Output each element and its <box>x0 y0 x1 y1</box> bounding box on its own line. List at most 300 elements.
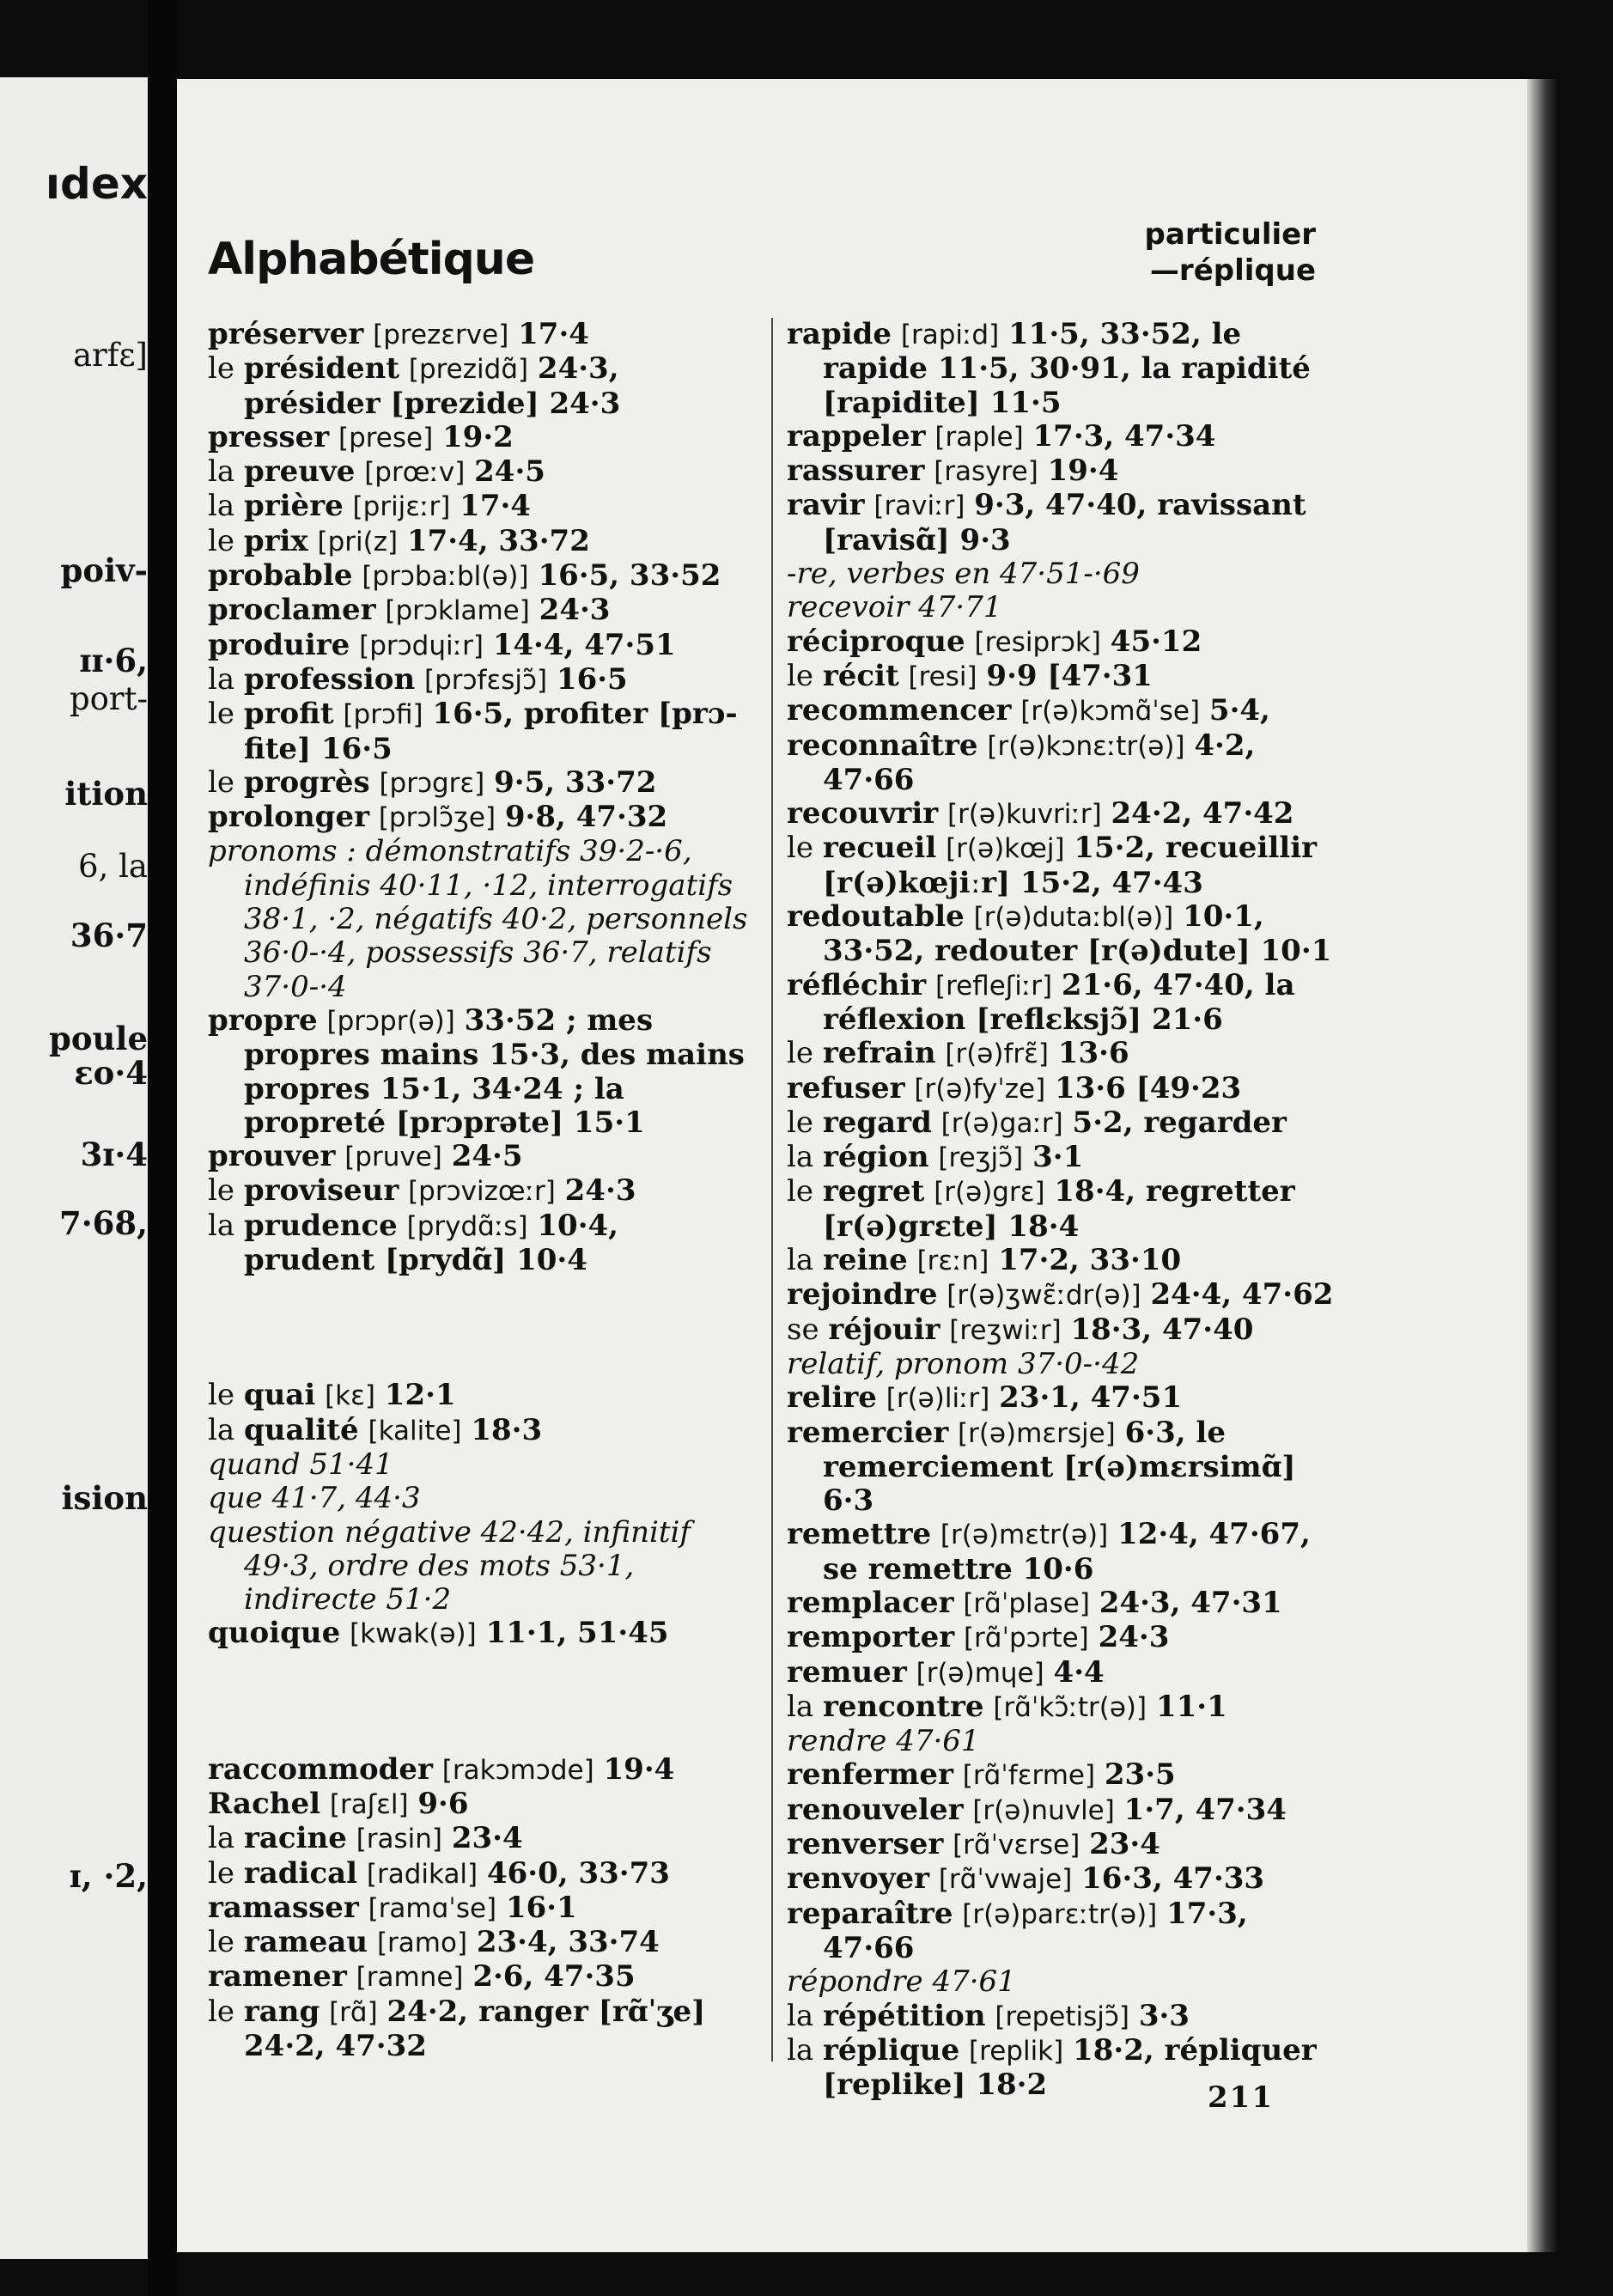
headword: président <box>243 351 400 387</box>
phonetic-transcription: [rɑ̃ˈfɛrme] <box>962 1760 1096 1792</box>
headword: rappeler <box>787 418 926 454</box>
index-entry <box>208 1822 758 1856</box>
article: le <box>787 1105 823 1140</box>
phonetic-transcription: [rɑ̃] <box>329 1996 378 2028</box>
headword: réjouir <box>828 1312 940 1347</box>
index-entry <box>787 797 1336 831</box>
phonetic-transcription: [prɔpr(ə)] <box>326 1005 455 1037</box>
phonetic-transcription: [rasyre] <box>934 456 1038 488</box>
headword: proviseur <box>243 1173 399 1209</box>
phonetic-transcription: [r(ə)ʒwɛ̃ːdr(ə)] <box>946 1280 1141 1312</box>
headword: recueil <box>822 831 937 866</box>
index-entry <box>208 766 758 801</box>
phonetic-transcription: [r(ə)dutaːbl(ə)] <box>973 902 1174 934</box>
section-references: 17·3, 47·34 <box>1032 418 1216 454</box>
section-references: 33·52 ; mes propres mains 15·3, des mains propres 15·1, 34·24 ; la propreté [prɔprəte] 15·1 <box>244 1002 745 1140</box>
section-references: 11·1, 51·45 <box>485 1616 669 1651</box>
headword: recouvrir <box>787 796 939 831</box>
index-entry <box>208 1174 758 1209</box>
phonetic-transcription: [r(ə)kœj] <box>946 833 1065 865</box>
headword: qualité <box>243 1412 359 1447</box>
phonetic-transcription: [ramo] <box>376 1928 468 1959</box>
phonetic-transcription: [prɔfi] <box>343 699 423 731</box>
headword: remuer <box>787 1654 907 1690</box>
phonetic-transcription: [kalite] <box>368 1415 462 1446</box>
article: le <box>208 697 244 732</box>
phonetic-transcription: [ramɑˈse] <box>368 1892 497 1924</box>
facing-page-fragment: ɪɪ·6, <box>79 642 148 679</box>
phonetic-transcription: [raʃɛl] <box>329 1788 409 1820</box>
article: la <box>787 1998 823 2033</box>
section-references: 15·2, recueillir [r(ə)kœjiːr] 15·2, 47·43 <box>823 831 1318 900</box>
facing-page-fragment: poule <box>48 1020 148 1057</box>
index-entry <box>787 694 1336 728</box>
phonetic-transcription: [rapiːd] <box>900 320 1000 350</box>
article: la <box>787 2032 823 2068</box>
section-references: 6·3, le remerciement [r(ə)mɛrsimɑ̃] 6·3 <box>823 1415 1296 1519</box>
index-entry <box>787 1758 1336 1793</box>
phonetic-transcription: [r(ə)kɔmɑ̃ˈse] <box>1020 696 1201 728</box>
article: le <box>787 658 823 693</box>
section-references: 4·2, 47·66 <box>823 728 1256 797</box>
article: le <box>208 1173 244 1209</box>
section-references: 12·4, 47·67, se remettre 10·6 <box>823 1517 1311 1586</box>
headword: radical <box>243 1855 358 1891</box>
headword: rencontre <box>822 1689 984 1724</box>
index-entry <box>787 1725 1336 1758</box>
phonetic-transcription: [prœːv] <box>364 457 466 489</box>
index-entry <box>787 1828 1336 1862</box>
headword: prix <box>243 523 308 558</box>
facing-page-fragment: arfɛ] <box>72 337 148 374</box>
section-references: 9·6 <box>417 1786 469 1821</box>
index-entry <box>208 1926 758 1960</box>
section-references: 5·4, <box>1208 693 1270 728</box>
phonetic-transcription: [ramne] <box>356 1962 464 1994</box>
phonetic-transcription: [prɔvizœːr] <box>408 1176 556 1208</box>
index-entry <box>208 629 758 663</box>
headword: prouver <box>208 1139 336 1174</box>
article: le <box>208 523 244 558</box>
phonetic-transcription: [r(ə)parɛːtr(ə)] <box>962 1898 1158 1930</box>
index-entry <box>208 1995 758 2064</box>
index-entry <box>787 1586 1336 1621</box>
section-references: 21·6, 47·40, la réflexion [reflɛksjɔ̃] 21·6 <box>823 967 1295 1037</box>
index-entry <box>787 489 1336 557</box>
facing-page-fragment: port- <box>69 680 148 717</box>
section-references: 17·3, 47·66 <box>823 1896 1248 1965</box>
headword: renouveler <box>787 1792 964 1827</box>
entry-text: rendre 47·61 <box>787 1724 980 1759</box>
headword: raccommoder <box>208 1751 433 1787</box>
article: le <box>208 1925 244 1960</box>
phonetic-transcription: [prɔfɛsjɔ̃] <box>423 664 548 696</box>
phonetic-transcription: [prɔlɔ̃ʒe] <box>378 802 496 834</box>
index-entry <box>787 557 1336 591</box>
headword: rapide <box>787 317 892 351</box>
article: le <box>787 1174 823 1209</box>
index-entry <box>787 1348 1336 1381</box>
index-entry <box>787 625 1336 660</box>
section-references: 13·6 <box>1057 1036 1129 1071</box>
phonetic-transcription: [resi] <box>908 661 977 692</box>
section-references: 3·3 <box>1138 1998 1190 2033</box>
section-references: 17·4, 33·72 <box>406 523 590 558</box>
headword: rejoindre <box>787 1277 938 1312</box>
facing-page-fragment: ɛo·4 <box>74 1054 148 1092</box>
article: la <box>208 661 244 697</box>
facing-page-fragment: ıdex <box>45 163 148 204</box>
phonetic-transcription: [r(ə)liːr] <box>886 1383 990 1415</box>
index-entry <box>787 1794 1336 1828</box>
running-head-right-line1: particulier <box>1144 217 1316 252</box>
phonetic-transcription: [rɑ̃ˈvwaje] <box>938 1864 1073 1896</box>
facing-page-fragment: 7·68, <box>59 1204 148 1242</box>
headword: réciproque <box>787 624 965 659</box>
index-entry <box>787 1897 1336 1966</box>
phonetic-transcription: [resiprɔk] <box>974 626 1101 658</box>
phonetic-transcription: [rɑ̃ˈkɔ̃ːtr(ə)] <box>993 1691 1147 1723</box>
index-entry <box>787 1141 1336 1175</box>
index-entry <box>787 1416 1336 1519</box>
article: la <box>208 1208 244 1243</box>
headword: renfermer <box>787 1757 953 1793</box>
index-entry <box>208 1787 758 1822</box>
section-references: 24·5 <box>451 1139 523 1174</box>
index-entry <box>208 835 758 1003</box>
section-references: 16·5 <box>556 661 628 697</box>
section-references: 24·2, 47·42 <box>1111 796 1294 831</box>
index-entry <box>208 1379 758 1413</box>
phonetic-transcription: [reʒwiːr] <box>949 1314 1062 1346</box>
headword: ravir <box>787 488 865 523</box>
section-references: 16·5, profiter [prɔ-fite] 16·5 <box>244 697 738 766</box>
section-references: 24·3 <box>564 1173 636 1209</box>
headword: profit <box>243 697 334 732</box>
section-references: 23·4, 33·74 <box>476 1925 660 1960</box>
phonetic-transcription: [prɔgrɛ] <box>379 767 485 799</box>
headword: rassurer <box>787 454 925 489</box>
section-references: 19·4 <box>603 1751 675 1787</box>
page-number: 211 <box>1208 2080 1274 2115</box>
index-page <box>177 79 1548 2252</box>
headword: refrain <box>822 1036 936 1071</box>
headword: profession <box>243 661 416 697</box>
section-references: 18·3, 47·40 <box>1070 1312 1254 1347</box>
headword: région <box>822 1140 929 1175</box>
phonetic-transcription: [rɑ̃ˈpɔrte] <box>963 1623 1089 1654</box>
section-references: 17·4 <box>518 317 589 351</box>
section-references: 11·5, 33·52, le rapide 11·5, 30·91, la rapidité [rapidite] 11·5 <box>823 317 1311 420</box>
index-entry <box>787 2000 1336 2034</box>
entry-text: recevoir 47·71 <box>787 590 1002 625</box>
facing-page-fragment: ition <box>64 775 148 813</box>
index-entry <box>787 1621 1336 1655</box>
section-references: 16·1 <box>505 1890 577 1925</box>
section-references: 23·4 <box>1089 1827 1160 1862</box>
index-entry <box>208 1482 758 1515</box>
section-references: 24·4, 47·62 <box>1150 1277 1334 1312</box>
entry-text: question négative 42·42, infinitif 49·3, ordre des mots 53·1, indirecte 51·2 <box>208 1514 691 1617</box>
facing-page-fragment: 6, la <box>78 848 148 885</box>
index-entry <box>208 525 758 559</box>
headword: renverser <box>787 1827 944 1862</box>
section-references: 16·5, 33·52 <box>538 558 721 594</box>
article: le <box>208 1378 244 1413</box>
phonetic-transcription: [kwak(ə)] <box>350 1618 477 1650</box>
index-entry <box>787 969 1336 1038</box>
page-edge-shadow <box>1527 79 1558 2252</box>
phonetic-transcription: [prese] <box>338 422 434 454</box>
headword: renvoyer <box>787 1861 929 1897</box>
phonetic-transcription: [raple] <box>934 421 1024 453</box>
index-entry <box>208 1004 758 1140</box>
index-entry <box>787 1175 1336 1244</box>
section-references: 23·1, 47·51 <box>999 1380 1183 1416</box>
phonetic-transcription: [r(ə)grɛ] <box>934 1177 1045 1209</box>
headword: Rachel <box>208 1786 321 1821</box>
headword: prudence <box>243 1208 398 1243</box>
section-references: 2·6, 47·35 <box>472 1959 636 1995</box>
article: le <box>208 351 244 387</box>
headword: remporter <box>787 1620 955 1655</box>
section-references: 10·1, 33·52, redouter [r(ə)dute] 10·1 <box>823 899 1332 969</box>
phonetic-transcription: [r(ə)gaːr] <box>940 1107 1063 1139</box>
entry-text: pronoms : démonstratifs 39·2-·6, indéfinis 40·11, ·12, interrogatifs 38·1, ·2, négatifs 40·2, personnels 36·0-·4, possessifs 36·7, relatifs 37·0-·4 <box>208 834 748 1004</box>
index-entry <box>208 1753 758 1787</box>
section-references: 5·2, regarder <box>1072 1105 1287 1140</box>
index-entry <box>787 1381 1336 1416</box>
phonetic-transcription: [pri(z] <box>317 526 399 557</box>
index-entry <box>208 455 758 490</box>
headword: preuve <box>243 454 356 490</box>
facing-page-fragment: 3ɪ·4 <box>80 1136 148 1173</box>
index-entry <box>208 663 758 697</box>
facing-page-fragment: ɪ, ·2, <box>69 1857 148 1895</box>
entry-text: que 41·7, 44·3 <box>208 1481 421 1516</box>
index-column-left <box>208 318 758 2063</box>
phonetic-transcription: [prijɛːr] <box>352 491 451 523</box>
headword: ramener <box>208 1959 347 1995</box>
index-entry <box>787 1313 1336 1348</box>
section-references: 45·12 <box>1110 624 1202 659</box>
headword: racine <box>243 1821 347 1856</box>
facing-page-fragment: ision <box>61 1479 148 1517</box>
section-references: 1·7, 47·34 <box>1123 1792 1287 1827</box>
index-entry <box>787 591 1336 624</box>
headword: rameau <box>243 1925 368 1960</box>
section-gap <box>208 1277 758 1379</box>
phonetic-transcription: [r(ə)mɥe] <box>916 1657 1044 1689</box>
phonetic-transcription: [repetisjɔ̃] <box>995 2001 1129 2032</box>
phonetic-transcription: [radikal] <box>366 1858 478 1890</box>
phonetic-transcription: [refleʃiːr] <box>934 970 1053 1002</box>
headword: regard <box>822 1105 932 1140</box>
section-references: 19·2 <box>442 419 514 454</box>
facing-page-fragment: 36·7 <box>70 917 148 954</box>
article: la <box>208 1412 244 1447</box>
section-references: 24·3 <box>539 593 611 628</box>
phonetic-transcription: [prydɑ̃ːs] <box>406 1210 528 1242</box>
section-references: 3·1 <box>1032 1140 1084 1175</box>
article: le <box>208 764 244 800</box>
article: la <box>208 1821 244 1856</box>
index-entry <box>208 1414 758 1448</box>
phonetic-transcription: [prɔklame] <box>385 595 530 627</box>
article: la <box>787 1689 823 1724</box>
phonetic-transcription: [prezɛrve] <box>373 320 509 350</box>
article: la <box>208 489 244 524</box>
section-references: 9·5, 33·72 <box>494 764 657 800</box>
section-gap <box>208 1652 758 1753</box>
section-references: 12·1 <box>384 1378 456 1413</box>
index-entry <box>787 729 1336 798</box>
headword: préserver <box>208 317 364 351</box>
section-references: 13·6 [49·23 <box>1054 1070 1242 1105</box>
section-references: 11·1 <box>1155 1689 1227 1724</box>
headword: progrès <box>243 764 370 800</box>
section-references: 24·3, présider [prezide] 24·3 <box>244 351 621 421</box>
index-entry <box>208 1857 758 1891</box>
entry-text: -re, verbes en 47·51-·69 <box>787 557 1140 592</box>
headword: quoique <box>208 1616 341 1651</box>
headword: refuser <box>787 1070 905 1105</box>
index-entry <box>787 1072 1336 1106</box>
section-references: 16·3, 47·33 <box>1081 1861 1265 1897</box>
headword: proclamer <box>208 593 376 628</box>
article: la <box>787 1140 823 1175</box>
headword: ramasser <box>208 1890 359 1925</box>
index-entry <box>208 490 758 524</box>
phonetic-transcription: [rɑ̃ˈvɛrse] <box>953 1830 1080 1861</box>
article: la <box>208 454 244 490</box>
headword: presser <box>208 419 330 454</box>
article: se <box>787 1312 829 1347</box>
phonetic-transcription: [prɔbaːbl(ə)] <box>362 561 529 593</box>
headword: propre <box>208 1002 318 1038</box>
index-entry <box>787 420 1336 454</box>
headword: prolonger <box>208 800 369 835</box>
phonetic-transcription: [r(ə)mɛtr(ə)] <box>940 1520 1109 1551</box>
index-entry <box>208 1617 758 1651</box>
headword: répétition <box>822 1998 986 2033</box>
index-entry <box>787 900 1336 969</box>
index-entry <box>208 594 758 628</box>
facing-page-fragment: poiv- <box>60 551 148 589</box>
phonetic-transcription: [kɛ] <box>325 1380 375 1412</box>
entry-text: quand 51·41 <box>208 1446 393 1482</box>
article: le <box>208 1994 244 2029</box>
phonetic-transcription: [r(ə)mɛrsje] <box>958 1417 1116 1449</box>
running-head-right-line2: —réplique <box>1149 253 1316 288</box>
facing-page-edge <box>0 77 148 2259</box>
section-references: 23·5 <box>1104 1757 1176 1793</box>
headword: récit <box>822 658 899 693</box>
index-entry <box>208 1891 758 1926</box>
phonetic-transcription: [prɔdɥiːr] <box>359 630 484 661</box>
headword: rang <box>243 1994 320 2029</box>
section-references: 18·3 <box>471 1412 543 1447</box>
running-head-right <box>1145 216 1316 289</box>
index-entry <box>208 1209 758 1278</box>
binding-gutter <box>148 0 177 2296</box>
section-references: 46·0, 33·73 <box>486 1855 670 1891</box>
phonetic-transcription: [rasin] <box>356 1824 443 1855</box>
index-entry <box>787 1518 1336 1586</box>
headword: réplique <box>822 2032 960 2068</box>
section-references: 19·4 <box>1047 454 1119 489</box>
headword: relire <box>787 1380 877 1416</box>
headword: redoutable <box>787 899 965 935</box>
section-references: 23·4 <box>451 1821 523 1856</box>
index-entry <box>787 1244 1336 1278</box>
phonetic-transcription: [r(ə)frɛ̃] <box>945 1038 1049 1070</box>
index-entry <box>208 801 758 835</box>
headword: reine <box>822 1243 908 1278</box>
index-entry <box>787 1690 1336 1725</box>
section-references: 18·4, regretter [r(ə)grɛte] 18·4 <box>823 1174 1295 1244</box>
section-references: 24·2, ranger [rɑ̃ˈʒe] 24·2, 47·32 <box>244 1994 706 2064</box>
index-entry <box>787 454 1336 489</box>
section-references: 24·5 <box>474 454 545 490</box>
section-references: 24·3 <box>1098 1620 1170 1655</box>
index-entry <box>208 318 758 352</box>
headword: remettre <box>787 1517 932 1552</box>
index-entry <box>787 1037 1336 1071</box>
headword: reconnaître <box>787 728 978 763</box>
phonetic-transcription: [prezidɑ̃] <box>408 354 529 386</box>
headword: reparaître <box>787 1896 953 1931</box>
section-references: 14·4, 47·51 <box>492 627 676 662</box>
phonetic-transcription: [replik] <box>969 2035 1064 2067</box>
headword: probable <box>208 558 353 594</box>
index-entry <box>208 1448 758 1482</box>
phonetic-transcription: [r(ə)nuvle] <box>972 1794 1115 1826</box>
phonetic-transcription: [r(ə)fyˈze] <box>914 1073 1046 1105</box>
article: le <box>787 1036 823 1071</box>
headword: remercier <box>787 1415 949 1450</box>
running-head-left: Alphabétique <box>208 234 535 285</box>
index-entry <box>787 831 1336 900</box>
index-entry <box>208 421 758 455</box>
headword: prière <box>243 489 344 524</box>
headword: réfléchir <box>787 967 927 1002</box>
index-entry <box>208 697 758 766</box>
index-entry <box>208 1516 758 1617</box>
section-references: 9·8, 47·32 <box>504 800 668 835</box>
index-entry <box>787 1965 1336 1999</box>
phonetic-transcription: [reʒjɔ̃] <box>938 1142 1024 1174</box>
section-references: 24·3, 47·31 <box>1099 1585 1282 1620</box>
index-entry <box>208 352 758 421</box>
article: la <box>787 1243 823 1278</box>
article: le <box>208 1855 244 1891</box>
phonetic-transcription: [r(ə)kɔnɛːtr(ə)] <box>987 730 1185 762</box>
headword: quai <box>243 1378 316 1413</box>
index-entry <box>787 660 1336 694</box>
phonetic-transcription: [pruve] <box>344 1142 442 1173</box>
phonetic-transcription: [rɛːn] <box>916 1245 989 1277</box>
index-entry <box>787 1278 1336 1312</box>
phonetic-transcription: [rɑ̃ˈplase] <box>963 1587 1090 1619</box>
section-references: 17·2, 33·10 <box>998 1243 1182 1278</box>
entry-text: relatif, pronom 37·0-·42 <box>787 1346 1140 1381</box>
index-column-right <box>787 318 1336 2102</box>
article: le <box>787 831 823 866</box>
headword: recommencer <box>787 693 1012 728</box>
section-references: 9·9 [47·31 <box>986 658 1153 693</box>
index-entry <box>787 1106 1336 1141</box>
